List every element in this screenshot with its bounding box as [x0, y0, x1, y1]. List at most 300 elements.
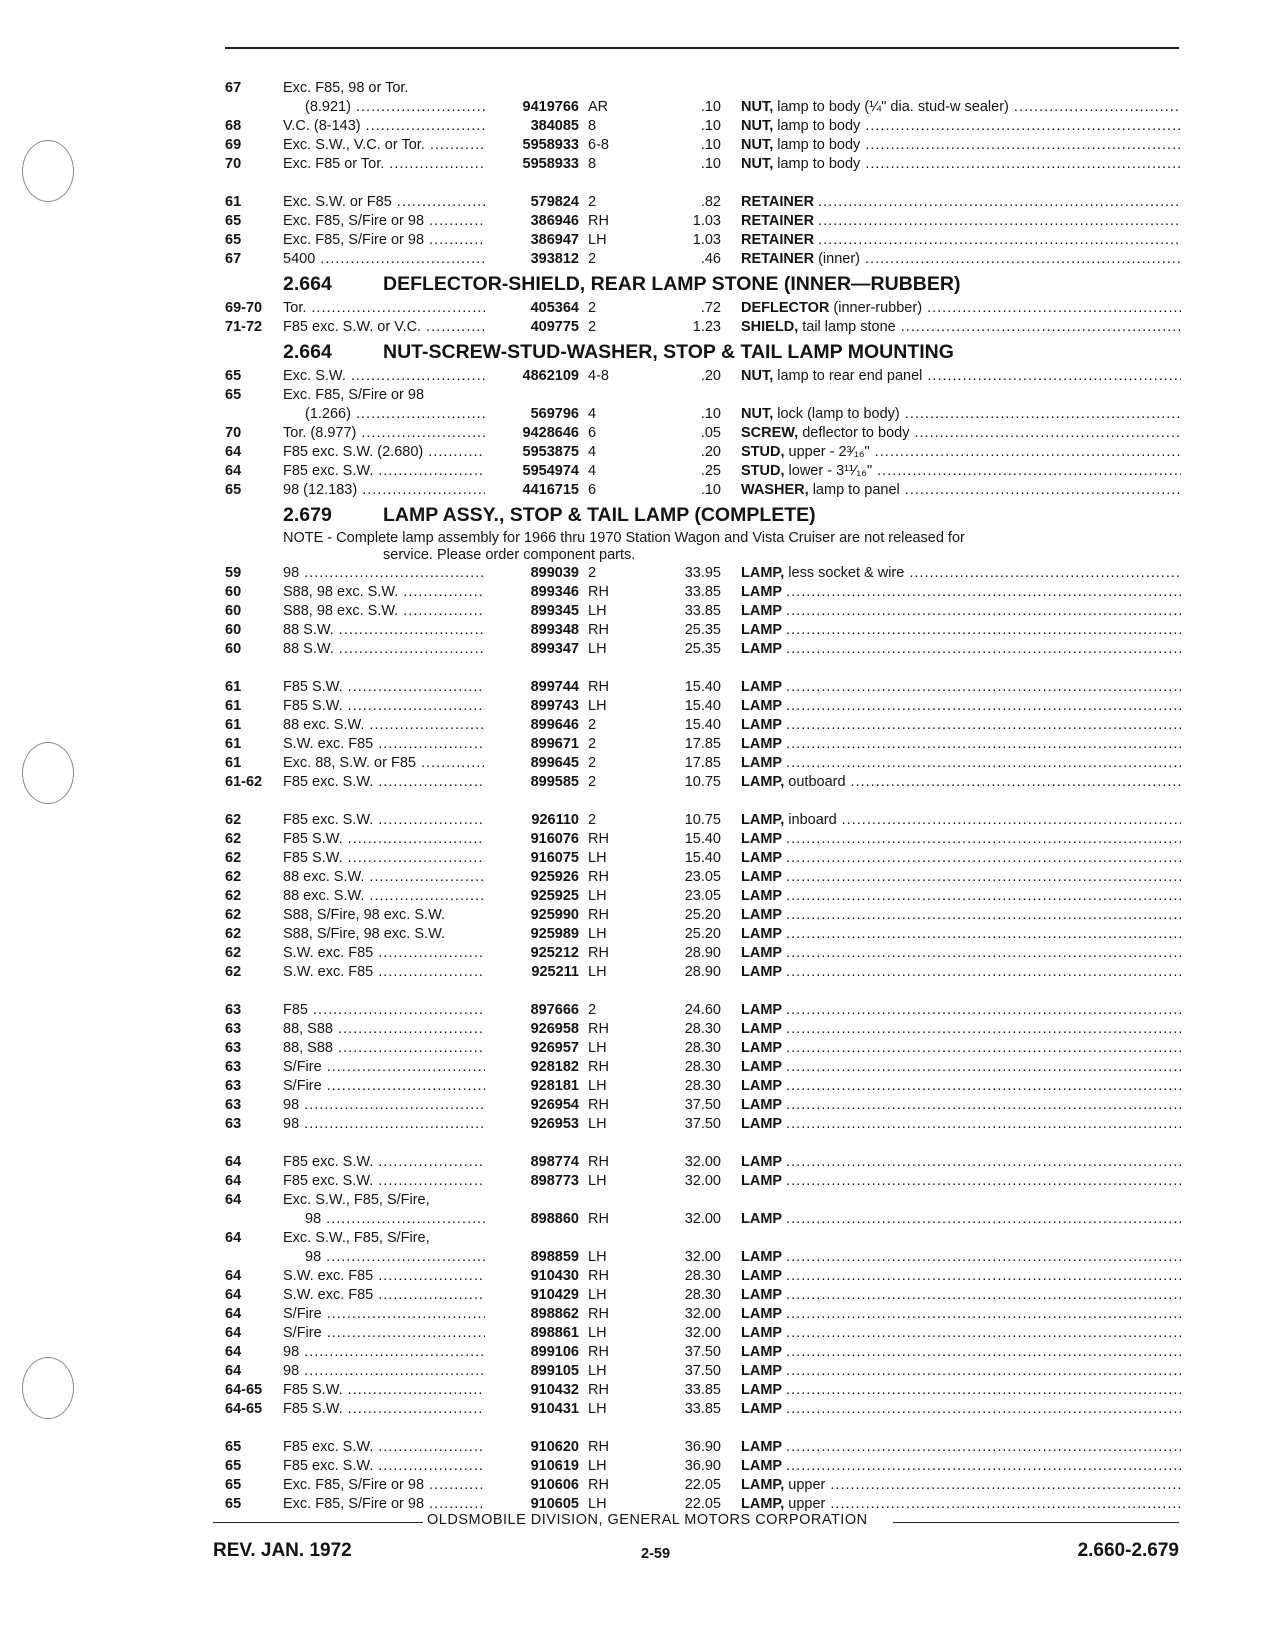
part-number: 899348 [530, 622, 579, 638]
part-name: LAMP [741, 1439, 783, 1455]
list-price: 28.90 [684, 964, 721, 980]
description [741, 1020, 1181, 1039]
quantity: RH [588, 1477, 609, 1493]
model-year: 70 [225, 156, 242, 172]
quantity: LH [588, 850, 607, 866]
part-detail [782, 1154, 1181, 1170]
table-row [225, 1039, 1180, 1058]
list-price: 15.40 [684, 831, 721, 847]
quantity: RH [588, 831, 609, 847]
model-year: 59 [225, 565, 242, 581]
list-price: 1.03 [692, 213, 721, 229]
part-number: 899106 [530, 1344, 579, 1360]
application: 98 ..... [283, 564, 485, 583]
quantity: 2 [588, 319, 597, 335]
description [741, 716, 1181, 735]
part-detail-text: upper [788, 1496, 826, 1512]
table-row [225, 1400, 1180, 1419]
part-number: 409775 [530, 319, 579, 335]
application: F85 exc. S.W. (2.680) ..... [283, 443, 485, 462]
group-spacer [225, 982, 1180, 1001]
part-name: LAMP [741, 1078, 783, 1094]
model-year: 61 [225, 736, 242, 752]
note-line: NOTE - Complete lamp assembly for 1966 thru 1970 Station Wagon and Vista Cruiser are not released for [283, 530, 965, 546]
application: F85 exc. S.W. ..... [283, 773, 485, 792]
list-price: 37.50 [684, 1097, 721, 1113]
part-detail [782, 926, 1181, 942]
quantity: 2 [588, 717, 597, 733]
table-row [225, 906, 1180, 925]
description [741, 1077, 1181, 1096]
list-price: 24.60 [684, 1002, 721, 1018]
part-detail [782, 945, 1181, 961]
part-detail [782, 1268, 1181, 1284]
application: S/Fire ..... [283, 1058, 485, 1077]
application: F85 S.W. ..... [283, 697, 485, 716]
part-name: NUT, [741, 156, 774, 172]
quantity: LH [588, 964, 607, 980]
part-name: LAMP [741, 1268, 783, 1284]
model-year: 65 [225, 1477, 242, 1493]
list-price: 17.85 [684, 755, 721, 771]
description [741, 754, 1181, 773]
part-number: 899645 [530, 755, 579, 771]
list-price: .10 [700, 482, 721, 498]
model-year: 67 [225, 251, 242, 267]
part-number: 5958933 [522, 156, 579, 172]
part-detail [782, 1173, 1181, 1189]
quantity: LH [588, 1325, 607, 1341]
section-number: 2.664 [283, 273, 332, 295]
description [741, 231, 1181, 250]
revision-date: REV. JAN. 1972 [213, 1540, 352, 1561]
table-row [225, 621, 1180, 640]
part-detail [782, 1078, 1181, 1094]
part-detail-text: lamp to body [777, 156, 861, 172]
list-price: 25.20 [684, 926, 721, 942]
table-row [225, 367, 1180, 386]
table-row [225, 1096, 1180, 1115]
list-price: .20 [700, 368, 721, 384]
table-row [225, 1343, 1180, 1362]
description [741, 250, 1181, 269]
part-name: NUT, [741, 99, 774, 115]
model-year: 65 [225, 1496, 242, 1512]
part-number: 898861 [530, 1325, 579, 1341]
part-number: 928182 [530, 1059, 579, 1075]
application: V.C. (8-143) ..... [283, 117, 485, 136]
part-number: 899743 [530, 698, 579, 714]
list-price: 22.05 [684, 1496, 721, 1512]
model-year: 69-70 [225, 300, 263, 316]
application: S/Fire ..... [283, 1324, 485, 1343]
part-name: LAMP [741, 736, 783, 752]
description [741, 443, 1181, 462]
part-number: 899671 [530, 736, 579, 752]
model-year: 67 [225, 80, 242, 96]
application: F85 S.W. ..... [283, 1400, 485, 1419]
application: Exc. F85, S/Fire or 98 ..... [283, 1495, 485, 1514]
model-year: 60 [225, 622, 242, 638]
part-name: NUT, [741, 118, 774, 134]
part-number: 5958933 [522, 137, 579, 153]
model-year: 60 [225, 584, 242, 600]
part-number: 910619 [530, 1458, 579, 1474]
footer-rule-left [213, 1522, 427, 1523]
application: 88, S88 ..... [283, 1039, 485, 1058]
part-name: SCREW, [741, 425, 799, 441]
model-year: 64-65 [225, 1401, 263, 1417]
model-year: 62 [225, 907, 242, 923]
part-detail-text: lamp to panel [812, 482, 900, 498]
list-price: 37.50 [684, 1363, 721, 1379]
model-year: 62 [225, 926, 242, 942]
section-2 [225, 337, 1180, 500]
part-name: LAMP [741, 1097, 783, 1113]
description [741, 1210, 1181, 1229]
description [741, 1039, 1181, 1058]
description [741, 1457, 1181, 1476]
part-detail [782, 1363, 1181, 1379]
list-price: 1.23 [692, 319, 721, 335]
model-year: 63 [225, 1078, 242, 1094]
list-price: .20 [700, 444, 721, 460]
description [741, 697, 1181, 716]
part-number: 5953875 [522, 444, 579, 460]
list-price: .10 [700, 99, 721, 115]
part-number: 899744 [530, 679, 579, 695]
part-detail [809, 482, 1181, 498]
description [741, 944, 1181, 963]
part-name: DEFLECTOR [741, 300, 830, 316]
list-price: 23.05 [684, 888, 721, 904]
model-year: 63 [225, 1059, 242, 1075]
quantity: 2 [588, 300, 597, 316]
description [741, 117, 1181, 136]
quantity: LH [588, 1496, 607, 1512]
section-heading [225, 500, 1180, 530]
application: 98 (12.183) ..... [283, 481, 485, 500]
part-name: LAMP [741, 698, 783, 714]
part-detail [782, 1344, 1181, 1360]
part-detail [798, 425, 1181, 441]
section-3 [225, 500, 1180, 1514]
quantity: RH [588, 1344, 609, 1360]
application: 88 S.W. ..... [283, 640, 485, 659]
quantity: LH [588, 1116, 607, 1132]
quantity: LH [588, 1078, 607, 1094]
part-name: LAMP, [741, 1496, 785, 1512]
description [741, 640, 1181, 659]
description [741, 1324, 1181, 1343]
table-row [225, 136, 1180, 155]
part-detail-text: (inner-rubber) [833, 300, 923, 316]
application: Exc. F85, S/Fire or 98 ..... [283, 212, 485, 231]
list-price: 33.85 [684, 603, 721, 619]
part-number: 899105 [530, 1363, 579, 1379]
list-price: 33.95 [684, 565, 721, 581]
list-price: 28.30 [684, 1268, 721, 1284]
part-number: 910605 [530, 1496, 579, 1512]
application: S.W. exc. F85 ..... [283, 963, 485, 982]
quantity: LH [588, 1363, 607, 1379]
group-spacer [225, 792, 1180, 811]
part-detail-text: outboard [788, 774, 846, 790]
part-detail-text: lamp to body [777, 118, 861, 134]
part-detail [782, 869, 1181, 885]
list-price: 25.35 [684, 641, 721, 657]
quantity: RH [588, 679, 609, 695]
description [741, 1153, 1181, 1172]
model-year: 64 [225, 463, 242, 479]
description [741, 1438, 1181, 1457]
description [741, 1343, 1181, 1362]
part-name: LAMP [741, 1287, 783, 1303]
part-detail-text: less socket & wire [788, 565, 905, 581]
part-number: 916076 [530, 831, 579, 847]
list-price: 10.75 [684, 812, 721, 828]
part-detail [782, 1097, 1181, 1113]
top-rule [225, 47, 1179, 49]
table-row [225, 1020, 1180, 1039]
part-name: LAMP [741, 1173, 783, 1189]
model-year: 64 [225, 1192, 242, 1208]
part-number: 910429 [530, 1287, 579, 1303]
list-price: 33.85 [684, 584, 721, 600]
table-row [225, 79, 1180, 98]
part-name: LAMP [741, 584, 783, 600]
part-detail [782, 888, 1181, 904]
section-heading [225, 337, 1180, 367]
part-number: 910431 [530, 1401, 579, 1417]
application: F85 S.W. ..... [283, 849, 485, 868]
part-detail [784, 1496, 1181, 1512]
application: Exc. S.W., F85, S/Fire, [283, 1230, 430, 1246]
part-number: 916075 [530, 850, 579, 866]
part-detail [784, 774, 1181, 790]
part-detail [782, 755, 1181, 771]
part-name: LAMP [741, 945, 783, 961]
quantity: RH [588, 1021, 609, 1037]
application: 98 ..... [283, 1362, 485, 1381]
description [741, 830, 1181, 849]
list-price: 32.00 [684, 1154, 721, 1170]
part-detail [782, 1040, 1181, 1056]
description [741, 424, 1181, 443]
description [741, 98, 1181, 117]
part-name: LAMP [741, 1401, 783, 1417]
quantity: 2 [588, 251, 597, 267]
list-price: .05 [700, 425, 721, 441]
model-year: 64-65 [225, 1382, 263, 1398]
quantity: 4 [588, 444, 597, 460]
application: (8.921) ..... [305, 98, 485, 117]
quantity: RH [588, 945, 609, 961]
part-detail [798, 319, 1181, 335]
quantity: LH [588, 1249, 607, 1265]
description [741, 1096, 1181, 1115]
part-name: LAMP [741, 641, 783, 657]
section-number: 2.664 [283, 341, 332, 363]
application: F85 ..... [283, 1001, 485, 1020]
quantity: 2 [588, 812, 597, 828]
description [741, 193, 1181, 212]
part-number: 9428646 [522, 425, 579, 441]
part-number: 897666 [530, 1002, 579, 1018]
list-price: 15.40 [684, 679, 721, 695]
table-row [225, 1229, 1180, 1248]
application: F85 S.W. ..... [283, 830, 485, 849]
description [741, 735, 1181, 754]
description [741, 367, 1181, 386]
part-detail [782, 1439, 1181, 1455]
description [741, 602, 1181, 621]
part-number: 928181 [530, 1078, 579, 1094]
part-name: LAMP [741, 1021, 783, 1037]
table-row [225, 1058, 1180, 1077]
table-row [225, 773, 1180, 792]
part-detail [782, 850, 1181, 866]
part-name: NUT, [741, 368, 774, 384]
application: Exc. F85, S/Fire or 98 [283, 387, 425, 403]
description [741, 405, 1181, 424]
part-detail [782, 1002, 1181, 1018]
list-price: 28.30 [684, 1021, 721, 1037]
description [741, 462, 1181, 481]
table-row [225, 1267, 1180, 1286]
part-name: LAMP [741, 603, 783, 619]
quantity: LH [588, 603, 607, 619]
part-name: LAMP [741, 926, 783, 942]
part-name: LAMP [741, 1002, 783, 1018]
description [741, 1267, 1181, 1286]
application: Exc. F85 or Tor. ..... [283, 155, 485, 174]
application: F85 exc. S.W. ..... [283, 462, 485, 481]
application: Exc. F85, 98 or Tor. [283, 80, 409, 96]
quantity: RH [588, 622, 609, 638]
quantity: AR [588, 99, 609, 115]
quantity: 2 [588, 736, 597, 752]
list-price: 32.00 [684, 1249, 721, 1265]
list-price: .10 [700, 118, 721, 134]
quantity: LH [588, 1458, 607, 1474]
model-year: 64 [225, 1287, 242, 1303]
part-detail [773, 406, 1181, 422]
table-row [225, 424, 1180, 443]
application: Exc. F85, S/Fire or 98 ..... [283, 231, 485, 250]
list-price: 32.00 [684, 1325, 721, 1341]
table-row [225, 1077, 1180, 1096]
quantity: 8 [588, 156, 597, 172]
part-number: 925925 [530, 888, 579, 904]
part-name: LAMP [741, 869, 783, 885]
model-year: 64 [225, 1230, 242, 1246]
part-detail-text: lower - 3¹¹⁄₁₆" [788, 463, 873, 479]
description [741, 1115, 1181, 1134]
application: S.W. exc. F85 ..... [283, 1267, 485, 1286]
part-name: STUD, [741, 463, 785, 479]
model-year: 61 [225, 698, 242, 714]
model-year: 63 [225, 1002, 242, 1018]
part-number: 898774 [530, 1154, 579, 1170]
part-number: 569796 [530, 406, 579, 422]
application: Tor. ..... [283, 299, 485, 318]
model-year: 63 [225, 1040, 242, 1056]
description [741, 678, 1181, 697]
part-name: RETAINER [741, 251, 815, 267]
quantity: RH [588, 1059, 609, 1075]
table-row [225, 1153, 1180, 1172]
table-row [225, 405, 1180, 424]
application: F85 exc. S.W. ..... [283, 1438, 485, 1457]
model-year: 64 [225, 1268, 242, 1284]
description [741, 849, 1181, 868]
quantity: LH [588, 1173, 607, 1189]
part-number: 4416715 [522, 482, 579, 498]
application: Exc. S.W., F85, S/Fire, [283, 1192, 430, 1208]
part-detail [814, 213, 1181, 229]
part-detail [785, 444, 1182, 460]
section-title: NUT-SCREW-STUD-WASHER, STOP & TAIL LAMP MOUNTING [383, 341, 954, 363]
table-row [225, 299, 1180, 318]
part-name: RETAINER [741, 194, 815, 210]
model-year: 65 [225, 232, 242, 248]
description [741, 906, 1181, 925]
table-row [225, 564, 1180, 583]
list-price: 28.30 [684, 1059, 721, 1075]
model-year: 62 [225, 812, 242, 828]
part-detail [782, 1401, 1181, 1417]
part-detail-text: lock (lamp to body) [777, 406, 900, 422]
description [741, 925, 1181, 944]
description [741, 1172, 1181, 1191]
table-row [225, 212, 1180, 231]
description [741, 1362, 1181, 1381]
model-year: 65 [225, 1458, 242, 1474]
quantity: LH [588, 698, 607, 714]
part-detail [782, 1059, 1181, 1075]
part-detail [782, 679, 1181, 695]
part-number: 898859 [530, 1249, 579, 1265]
section-title: DEFLECTOR-SHIELD, REAR LAMP STONE (INNER—RUBBER) [383, 273, 961, 295]
list-price: 28.90 [684, 945, 721, 961]
part-number: 898860 [530, 1211, 579, 1227]
application: S88, 98 exc. S.W. ..... [283, 602, 485, 621]
application: S/Fire ..... [283, 1305, 485, 1324]
quantity: 4 [588, 406, 597, 422]
part-number: 910606 [530, 1477, 579, 1493]
model-year: 62 [225, 831, 242, 847]
footer-corporation: OLDSMOBILE DIVISION, GENERAL MOTORS CORPORATION [423, 1512, 872, 1528]
part-detail [782, 1306, 1181, 1322]
application: Exc. S.W., V.C. or Tor. ..... [283, 136, 485, 155]
part-detail [829, 300, 1181, 316]
list-price: .46 [700, 251, 721, 267]
part-name: LAMP [741, 1458, 783, 1474]
table-row [225, 716, 1180, 735]
part-number: 899345 [530, 603, 579, 619]
table-row [225, 944, 1180, 963]
quantity: 2 [588, 755, 597, 771]
model-year: 61 [225, 717, 242, 733]
part-detail [814, 251, 1181, 267]
model-year: 61 [225, 194, 242, 210]
part-number: 384085 [530, 118, 579, 134]
part-name: LAMP, [741, 565, 785, 581]
part-number: 5954974 [522, 463, 579, 479]
table-row [225, 1438, 1180, 1457]
part-detail [773, 368, 1181, 384]
